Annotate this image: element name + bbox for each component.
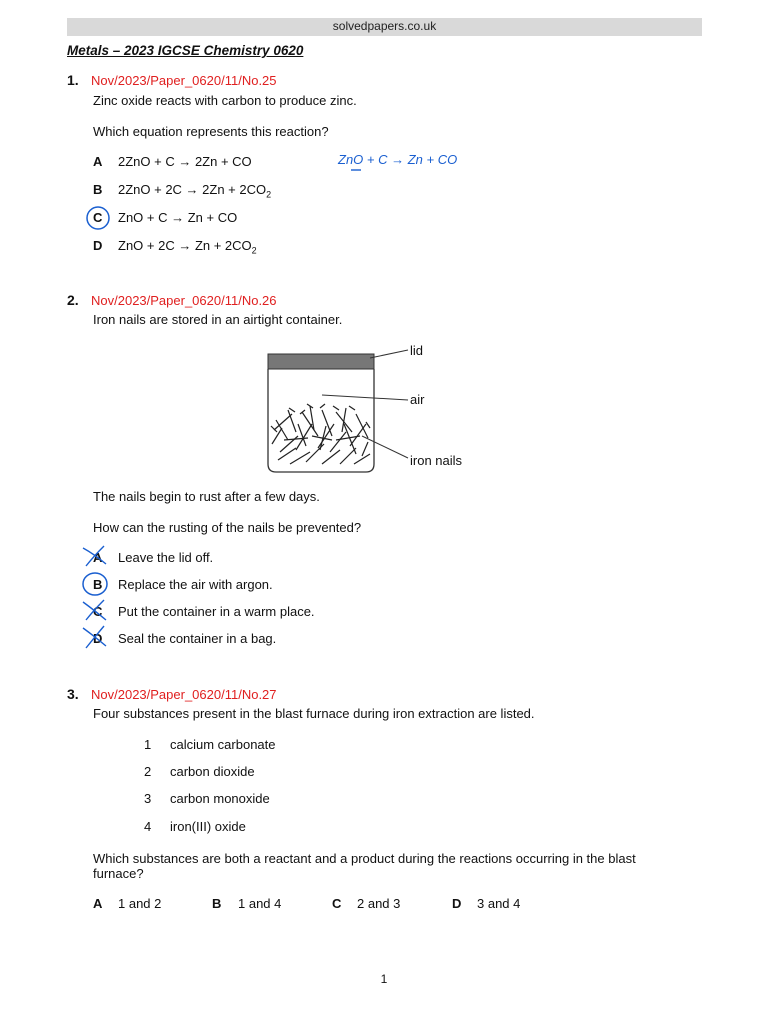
q2-option-b-text: Replace the air with argon. — [118, 577, 273, 592]
q3-option-c-text: 2 and 3 — [357, 896, 401, 911]
q3-list-1-text: calcium carbonate — [170, 737, 276, 752]
question-1-number: 1. — [67, 72, 79, 88]
page-number: 1 — [380, 972, 388, 986]
page-title: Metals – 2023 IGCSE Chemistry 0620 — [67, 43, 304, 58]
nails-pile — [271, 404, 370, 464]
question-3-ref: Nov/2023/Paper_0620/11/No.27 — [91, 687, 277, 702]
answer-circle-b — [83, 573, 107, 595]
question-2-ref: Nov/2023/Paper_0620/11/No.26 — [91, 293, 277, 308]
question-2-stem: Iron nails are stored in an airtight container. — [93, 312, 343, 327]
site-name: solvedpapers.co.uk — [332, 19, 437, 33]
q2-option-d-text: Seal the container in a bag. — [118, 631, 277, 646]
q1-option-d-letter[interactable]: D — [93, 238, 103, 253]
q3-list-2-number: 2 — [144, 764, 152, 779]
q1-handwritten-equation: ZnO + C → Zn + CO — [338, 152, 458, 167]
q3-list-4-number: 4 — [144, 819, 152, 834]
q3-list-4-text: iron(III) oxide — [170, 819, 246, 834]
question-3-stem: Four substances present in the blast furnace during iron extraction are listed. — [93, 706, 535, 721]
question-2-prompt: How can the rusting of the nails be prevented? — [93, 520, 362, 535]
lid-shape — [268, 354, 374, 369]
q3-option-d-text: 3 and 4 — [477, 896, 521, 911]
q2-option-d-letter[interactable]: D — [93, 631, 103, 646]
q3-option-d-letter[interactable]: D — [452, 896, 462, 911]
q2-option-c-letter[interactable]: C — [93, 604, 103, 619]
q3-option-b-text: 1 and 4 — [238, 896, 282, 911]
q1-option-a-letter[interactable]: A — [93, 154, 103, 169]
q1-option-d-text: ZnO + $2C \to Zn + 2CO_2$ — [118, 238, 257, 256]
q3-list-3-number: 3 — [144, 791, 152, 806]
q3-option-b-letter[interactable]: B — [212, 896, 222, 911]
q3-list-1-number: 1 — [144, 737, 152, 752]
q2-option-a-text: Leave the lid off. — [118, 550, 214, 565]
question-3-number: 3. — [67, 686, 79, 702]
diagram-label-air: air — [410, 392, 425, 407]
q1-option-b-text: $2ZnO + 2C \to 2Zn + 2CO_2$ — [118, 182, 272, 200]
q1-answer-circle — [84, 204, 114, 232]
question-1-prompt: Which equation represents this reaction? — [93, 124, 329, 139]
question-3-prompt-line-2: furnace? — [93, 866, 144, 881]
question-1-ref: Nov/2023/Paper_0620/11/No.25 — [91, 73, 277, 88]
q2-option-c-text: Put the container in a warm place. — [118, 604, 315, 619]
q2-option-a-letter[interactable]: A — [93, 550, 103, 565]
q3-list-3-text: carbon monoxide — [170, 791, 270, 806]
q1-option-b-letter[interactable]: B — [93, 182, 103, 197]
q3-list-2-text: carbon dioxide — [170, 764, 255, 779]
q1-underline-mark — [350, 167, 362, 173]
question-2-after: The nails begin to rust after a few days. — [93, 489, 320, 504]
q1-option-c-text: ZnO + C → Zn + CO — [118, 210, 238, 225]
q2-handwritten-marks — [80, 542, 114, 652]
question-2-number: 2. — [67, 292, 79, 308]
q2-option-b-letter[interactable]: B — [93, 577, 103, 592]
diagram-label-iron-nails: iron nails — [410, 453, 463, 468]
q3-option-a-letter[interactable]: A — [93, 896, 103, 911]
question-3-prompt-line-1: Which substances are both a reactant and a product during the reactions occurring in the blast — [93, 851, 636, 866]
q3-option-a-text: 1 and 2 — [118, 896, 162, 911]
question-1-stem: Zinc oxide reacts with carbon to produce zinc. — [93, 93, 357, 108]
q3-option-c-letter[interactable]: C — [332, 896, 342, 911]
q1-option-c-letter[interactable]: C — [93, 210, 103, 225]
diagram-label-lid: lid — [410, 343, 424, 358]
q1-option-a-text: 2ZnO + C → 2Zn + CO — [118, 154, 252, 169]
